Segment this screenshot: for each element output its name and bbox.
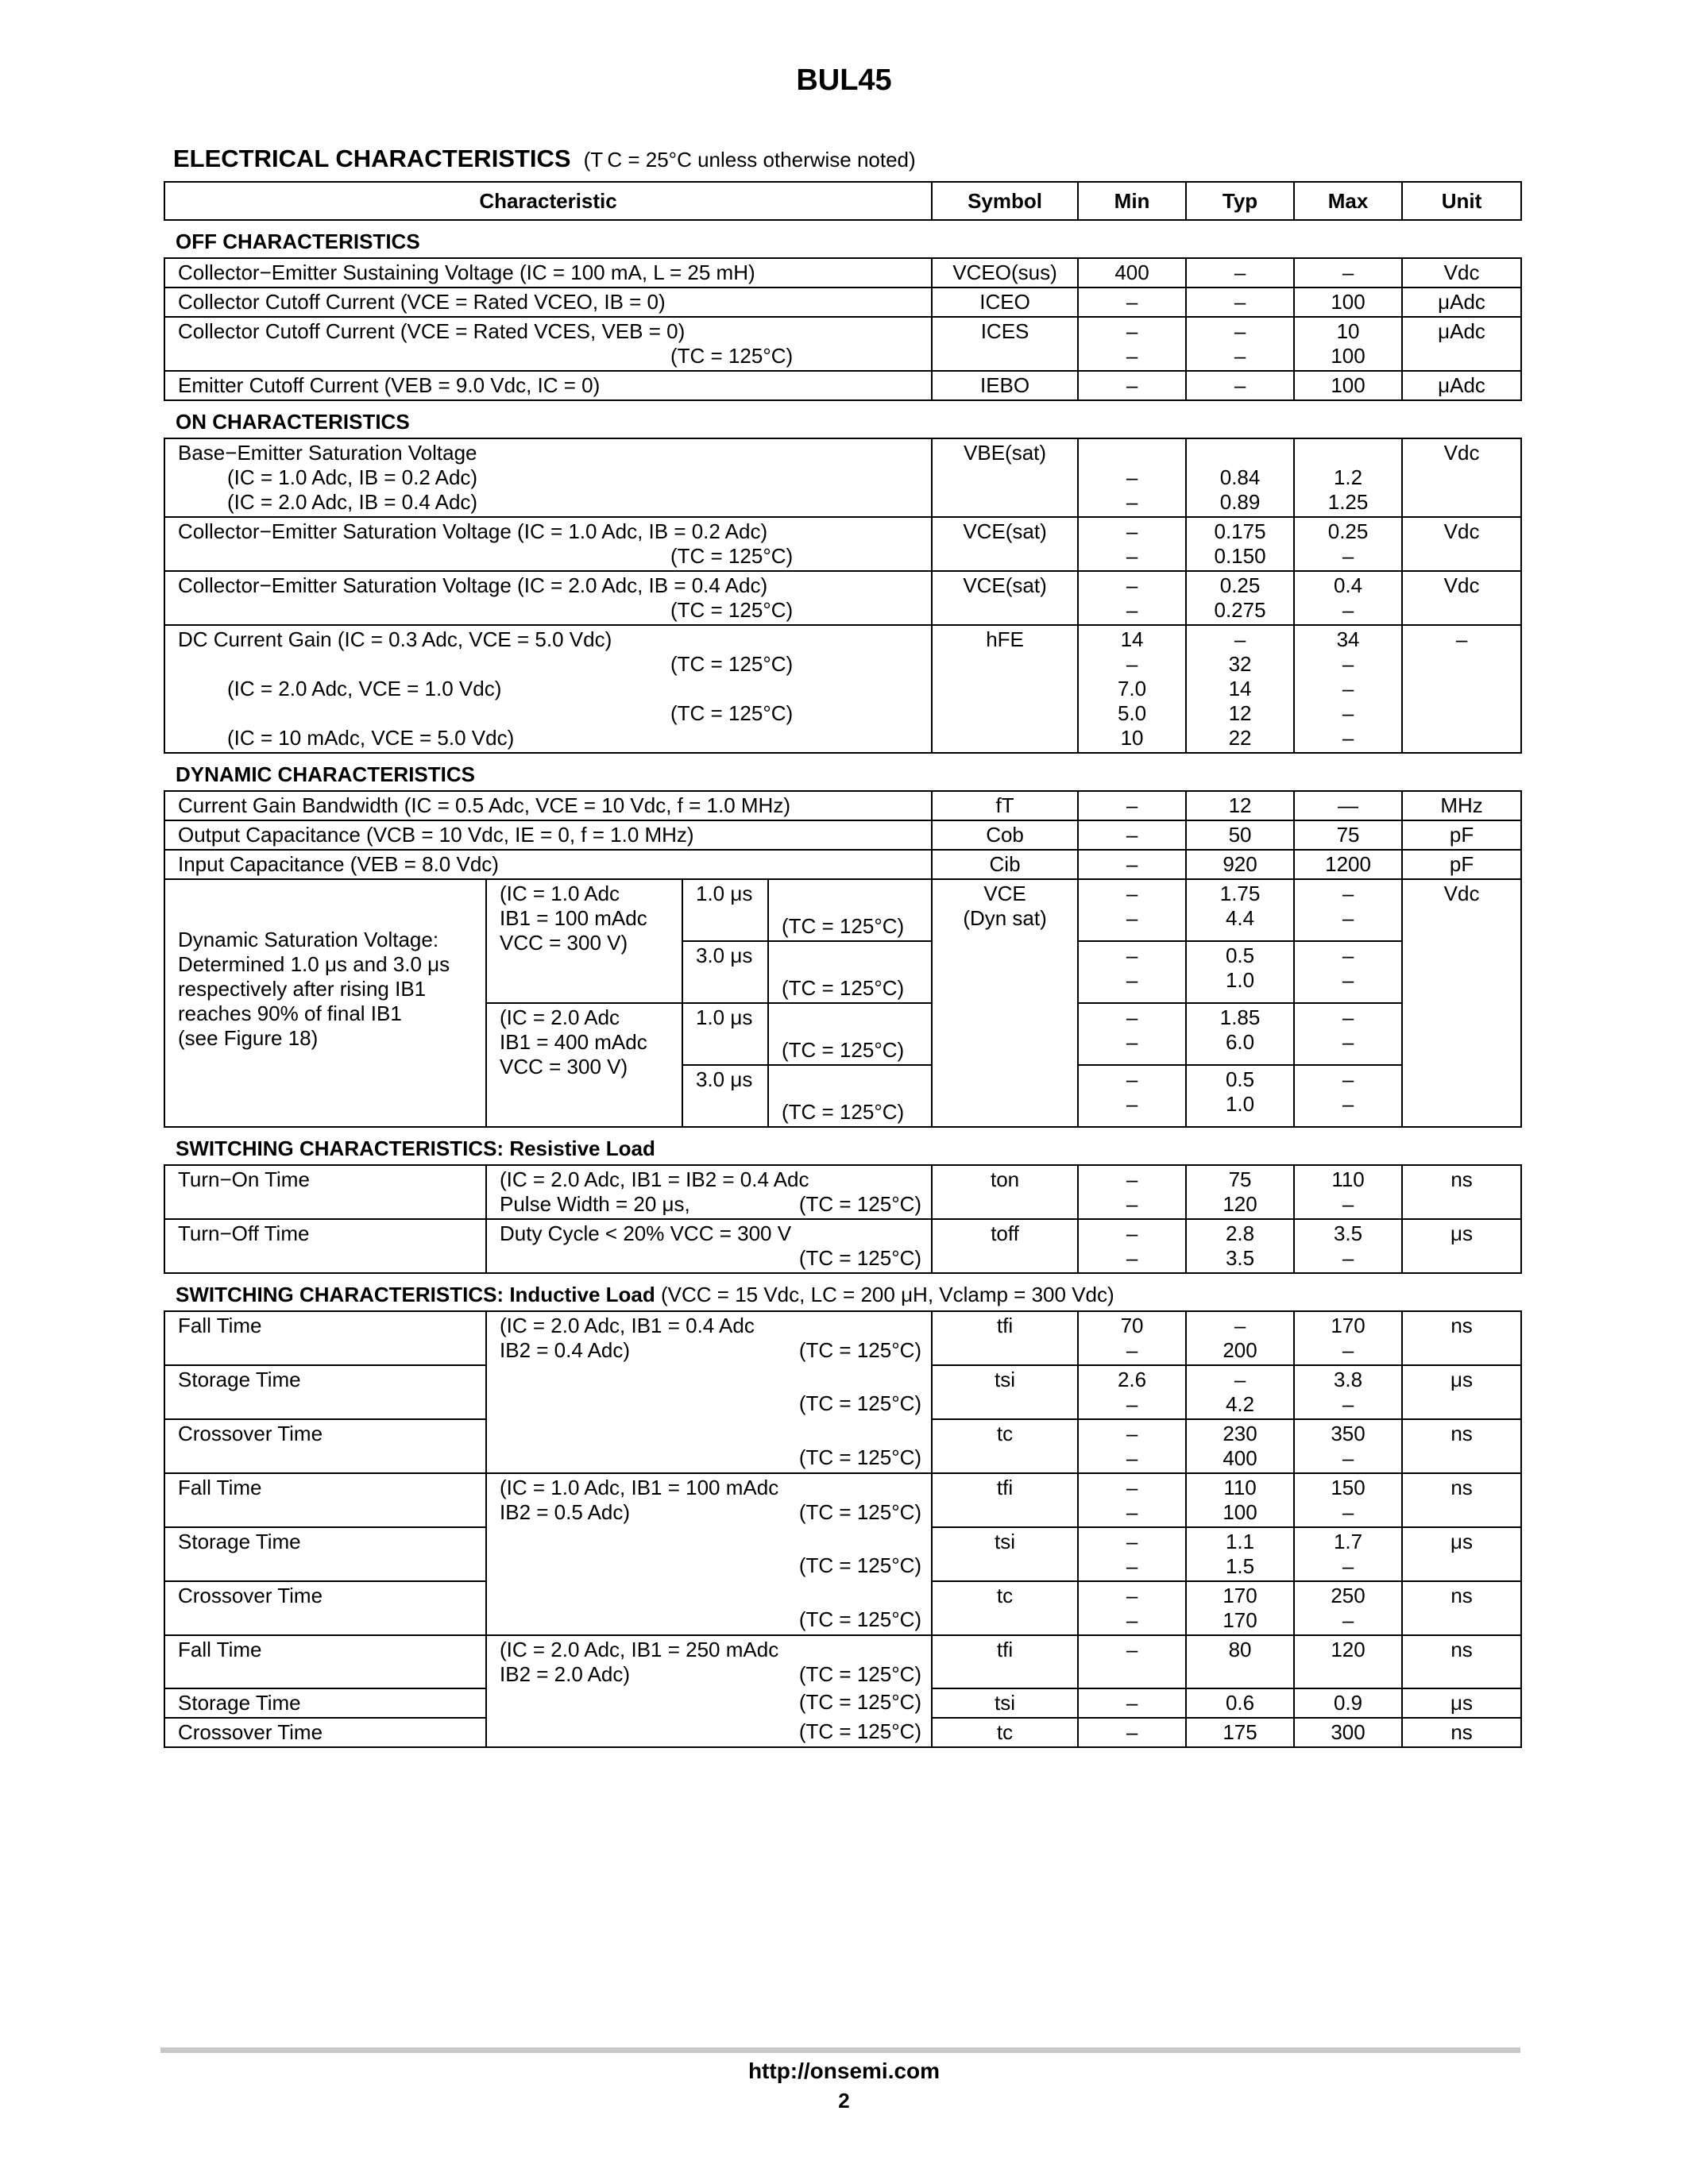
table-row: Turn−Off Time Duty Cycle < 20% VCC = 300 V (TC = 125°C) toff – – 2.8 3.5 3.5 – μs [164, 1219, 1521, 1273]
page-title: BUL45 [796, 64, 892, 97]
heading-note: (T C = 25°C unless otherwise noted) [583, 148, 916, 172]
table-row: Collector−Emitter Saturation Voltage (IC = 1.0 Adc, IB = 0.2 Adc) (TC = 125°C) VCE(sat) – – 0.175 0.150 0.25 – Vdc [164, 517, 1521, 571]
table-row: Collector−Emitter Saturation Voltage (IC = 2.0 Adc, IB = 0.4 Adc) (TC = 125°C) VCE(sat) – – 0.25 0.275 0.4 – Vdc [164, 571, 1521, 625]
section-switching-resistive: SWITCHING CHARACTERISTICS: Resistive Load [164, 1127, 1521, 1165]
table-row: Output Capacitance (VCB = 10 Vdc, IE = 0, f = 1.0 MHz) Cob – 50 75 pF [164, 820, 1521, 850]
table-row: Emitter Cutoff Current (VEB = 9.0 Vdc, IC = 0) IEBO – – 100 μAdc [164, 371, 1521, 400]
table-row: 3.0 μs (TC = 125°C) – – 0.5 1.0 – – [164, 1065, 1521, 1127]
table-row: Storage Time (TC = 125°C) tsi – 0.6 0.9 μs [164, 1688, 1521, 1718]
section-heading [173, 145, 916, 173]
table-row: Current Gain Bandwidth (IC = 0.5 Adc, VCE = 10 Vdc, f = 1.0 MHz) fT – 12 — MHz [164, 791, 1521, 820]
section-on: ON CHARACTERISTICS [164, 400, 1521, 438]
table-row: 3.0 μs (TC = 125°C) – – 0.5 1.0 – – [164, 941, 1521, 1003]
table-row: (IC = 2.0 Adc IB1 = 400 mAdc VCC = 300 V) 1.0 μs (TC = 125°C) – – 1.85 6.0 – – [164, 1003, 1521, 1065]
table-row: Storage Time (TC = 125°C) tsi 2.6 – – 4.2 3.8 – μs [164, 1365, 1521, 1419]
table-row: Storage Time (TC = 125°C) tsi – – 1.1 1.5 1.7 – μs [164, 1527, 1521, 1581]
table-row: DC Current Gain (IC = 0.3 Adc, VCE = 5.0 Vdc) (TC = 125°C) (IC = 2.0 Adc, VCE = 1.0 Vdc) (TC = 125°C) (IC = 10 mAdc, VCE = 5.0 Vdc) hFE 14 – 7.0 5.0 10 – 32 14 12 22 34 – – – – – [164, 625, 1521, 753]
table-row: Turn−On Time (IC = 2.0 Adc, IB1 = IB2 = 0.4 Adc Pulse Width = 20 μs, (TC = 125°C) ton – – 75 120 110 – ns [164, 1165, 1521, 1219]
table-row: Collector Cutoff Current (VCE = Rated VCES, VEB = 0) (TC = 125°C) ICES – – – – 10 100 μAdc [164, 317, 1521, 371]
col-typ: Typ [1186, 182, 1294, 220]
page-number: 2 [838, 2089, 850, 2113]
table-row: Dynamic Saturation Voltage: Determined 1.0 μs and 3.0 μs respectively after rising IB1 reaches 90% of final IB1 (see Figure 18) (IC = 1.0 Adc IB1 = 100 mAdc VCC = 300 V) 1.0 μs (TC = 125°C) VCE (Dyn sat) – – 1.75 4.4 – – Vdc [164, 879, 1521, 941]
table-row: Collector−Emitter Sustaining Voltage (IC = 100 mA, L = 25 mH) VCEO(sus) 400 – – Vdc [164, 258, 1521, 287]
table-row: Collector Cutoff Current (VCE = Rated VCEO, IB = 0) ICEO – – 100 μAdc [164, 287, 1521, 317]
table-row: Fall Time (IC = 2.0 Adc, IB1 = 0.4 Adc IB2 = 0.4 Adc) (TC = 125°C) tfi 70 – – 200 170 – ns [164, 1311, 1521, 1365]
footer-divider [160, 2047, 1520, 2053]
section-switching-inductive: SWITCHING CHARACTERISTICS: Inductive Load (VCC = 15 Vdc, LC = 200 μH, Vclamp = 300 Vdc) [164, 1273, 1521, 1311]
table-row: Fall Time (IC = 2.0 Adc, IB1 = 250 mAdc IB2 = 2.0 Adc) (TC = 125°C) tfi – 80 120 ns [164, 1635, 1521, 1688]
table-header [164, 182, 1521, 220]
col-unit: Unit [1402, 182, 1521, 220]
table-row: Base−Emitter Saturation Voltage (IC = 1.0 Adc, IB = 0.2 Adc) (IC = 2.0 Adc, IB = 0.4 Adc) VBE(sat) – – 0.84 0.89 1.2 1.25 Vdc [164, 438, 1521, 517]
electrical-characteristics-table [164, 181, 1522, 1748]
table-row: Fall Time (IC = 1.0 Adc, IB1 = 100 mAdc IB2 = 0.5 Adc) (TC = 125°C) tfi – – 110 100 150 – ns [164, 1473, 1521, 1527]
table-row: Crossover Time (TC = 125°C) tc – – 170 170 250 – ns [164, 1581, 1521, 1635]
col-max: Max [1294, 182, 1402, 220]
col-min: Min [1078, 182, 1186, 220]
heading-title: ELECTRICAL CHARACTERISTICS [173, 145, 571, 172]
footer-link[interactable]: http://onsemi.com [747, 2059, 941, 2083]
section-off: OFF CHARACTERISTICS [164, 220, 1521, 258]
table-row: Crossover Time (TC = 125°C) tc – 175 300 ns [164, 1718, 1521, 1747]
table-row: Crossover Time (TC = 125°C) tc – – 230 400 350 – ns [164, 1419, 1521, 1473]
col-symbol: Symbol [932, 182, 1078, 220]
section-dynamic: DYNAMIC CHARACTERISTICS [164, 753, 1521, 791]
col-characteristic: Characteristic [164, 182, 932, 220]
table-row: Input Capacitance (VEB = 8.0 Vdc) Cib – 920 1200 pF [164, 850, 1521, 879]
